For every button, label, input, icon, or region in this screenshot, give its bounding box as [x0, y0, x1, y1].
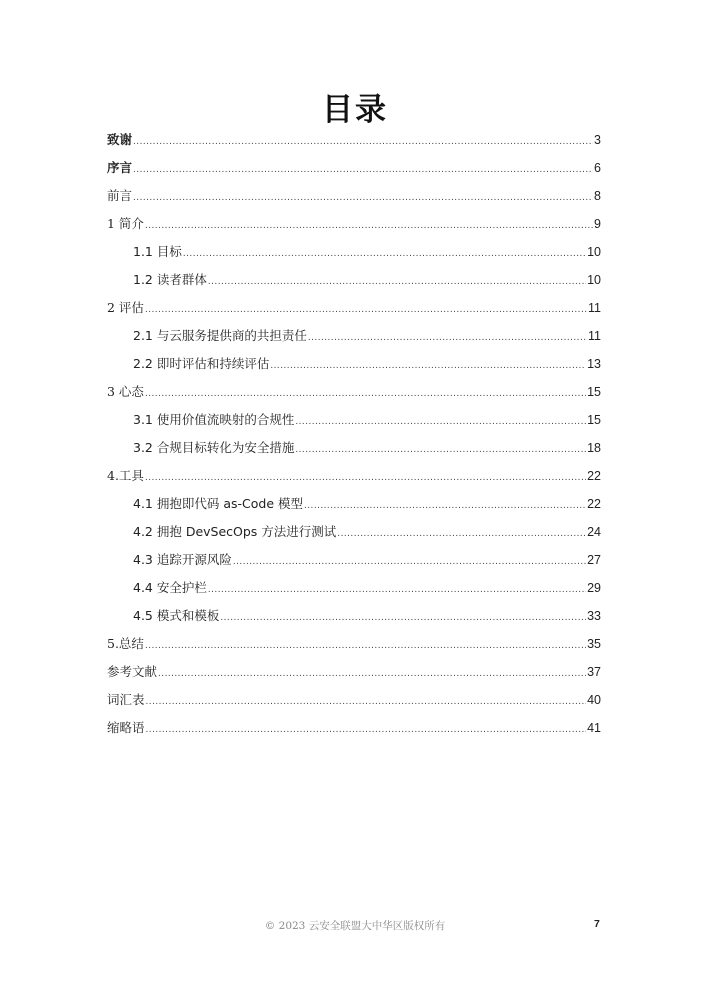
toc-entry[interactable] [107, 294, 601, 322]
toc-dot-leader [146, 716, 587, 744]
toc-entry-page-number: 22 [587, 497, 601, 511]
toc-entry-label: 序言 [107, 160, 133, 175]
toc-entry-page-number: 37 [587, 665, 601, 679]
toc-entry[interactable] [107, 210, 601, 238]
toc-entry-page-number: 18 [587, 441, 601, 455]
footer-page-number: 7 [594, 918, 600, 930]
footer-copyright: © 2023 云安全联盟大中华区版权所有 [264, 920, 446, 932]
toc-entry[interactable] [107, 490, 601, 518]
toc-entry-label: 4.工具 [107, 468, 144, 483]
toc-entry-page-number: 3 [594, 133, 601, 147]
toc-entry[interactable] [107, 378, 601, 406]
toc-entry-page-number: 22 [587, 469, 601, 483]
toc-dot-leader [146, 688, 587, 716]
toc-dot-leader [233, 548, 586, 576]
toc-entry-label: 词汇表 [107, 692, 145, 707]
toc-entry-label: 3.2 合规目标转化为安全措施 [133, 440, 295, 455]
toc-dot-leader [133, 184, 593, 212]
toc-dot-leader [295, 436, 586, 464]
toc-entry-label: 1.2 读者群体 [133, 272, 207, 287]
toc-entry-label: 3.1 使用价值流映射的合规性 [133, 412, 295, 427]
toc-entry[interactable] [107, 574, 601, 602]
toc-entry-page-number: 40 [587, 693, 601, 707]
toc-entry-page-number: 15 [587, 385, 601, 399]
toc-dot-leader [220, 604, 586, 632]
toc-entry-page-number: 13 [587, 357, 601, 371]
toc-dot-leader [208, 576, 586, 604]
page-title: 目录 [322, 92, 388, 128]
toc-dot-leader [308, 324, 587, 352]
toc-entry[interactable] [107, 658, 601, 686]
toc-entry[interactable] [107, 266, 601, 294]
toc-entry-label: 4.2 拥抱 DevSecOps 方法进行测试 [133, 524, 337, 539]
toc-dot-leader [145, 464, 586, 492]
toc-entry[interactable] [107, 406, 601, 434]
toc-entry-page-number: 9 [594, 217, 601, 231]
toc-dot-leader [145, 380, 586, 408]
toc-dot-leader [133, 128, 593, 156]
toc-dot-leader [337, 520, 586, 548]
toc-entry-label: 4.1 拥抱即代码 as-Code 模型 [133, 496, 303, 511]
toc-entry-page-number: 11 [588, 329, 601, 343]
toc-dot-leader [304, 492, 586, 520]
toc-entry-label: 5.总结 [107, 636, 144, 651]
toc-dot-leader [270, 352, 586, 380]
toc-entry-page-number: 35 [587, 637, 601, 651]
toc-dot-leader [145, 632, 586, 660]
toc-entry[interactable] [107, 182, 601, 210]
toc-entry-page-number: 6 [594, 161, 601, 175]
toc-dot-leader [295, 408, 586, 436]
toc-entry-label: 2 评估 [107, 300, 144, 315]
toc-entry-label: 1.1 目标 [133, 244, 182, 259]
page-footer [0, 918, 710, 934]
toc-entry-label: 前言 [107, 188, 133, 203]
toc-entry-label: 1 简介 [107, 216, 144, 231]
toc-entry[interactable] [107, 350, 601, 378]
toc-entry[interactable] [107, 714, 601, 742]
toc-entry-page-number: 11 [588, 301, 601, 315]
toc-entry-page-number: 27 [587, 553, 601, 567]
toc-entry[interactable] [107, 602, 601, 630]
toc-entry-label: 缩略语 [107, 720, 145, 735]
toc-entry-label: 3 心态 [107, 384, 144, 399]
toc-dot-leader [183, 240, 586, 268]
toc-entry[interactable] [107, 238, 601, 266]
toc-dot-leader [145, 296, 587, 324]
toc-entry[interactable] [107, 126, 601, 154]
toc-dot-leader [158, 660, 586, 688]
toc-entry[interactable] [107, 546, 601, 574]
toc-entry-page-number: 10 [587, 245, 601, 259]
toc-entry[interactable] [107, 686, 601, 714]
toc-entry-page-number: 33 [587, 609, 601, 623]
toc-entry-page-number: 15 [587, 413, 601, 427]
toc-entry[interactable] [107, 630, 601, 658]
toc-entry[interactable] [107, 434, 601, 462]
toc-entry-page-number: 41 [587, 721, 601, 735]
toc-entry-label: 4.5 模式和模板 [133, 608, 220, 623]
toc-entry[interactable] [107, 462, 601, 490]
toc-entry[interactable] [107, 322, 601, 350]
toc-entry-label: 4.4 安全护栏 [133, 580, 207, 595]
toc-entry[interactable] [107, 154, 601, 182]
toc-dot-leader [133, 156, 593, 184]
toc-entry[interactable] [107, 518, 601, 546]
table-of-contents [107, 126, 601, 742]
toc-entry-label: 参考文献 [107, 664, 158, 679]
toc-entry-page-number: 29 [587, 581, 601, 595]
toc-dot-leader [145, 212, 593, 240]
toc-entry-label: 4.3 追踪开源风险 [133, 552, 232, 567]
toc-dot-leader [208, 268, 586, 296]
toc-entry-page-number: 8 [594, 189, 601, 203]
toc-entry-label: 2.2 即时评估和持续评估 [133, 356, 270, 371]
toc-entry-label: 致谢 [107, 132, 133, 147]
toc-entry-label: 2.1 与云服务提供商的共担责任 [133, 328, 307, 343]
toc-entry-page-number: 24 [587, 525, 601, 539]
toc-entry-page-number: 10 [587, 273, 601, 287]
